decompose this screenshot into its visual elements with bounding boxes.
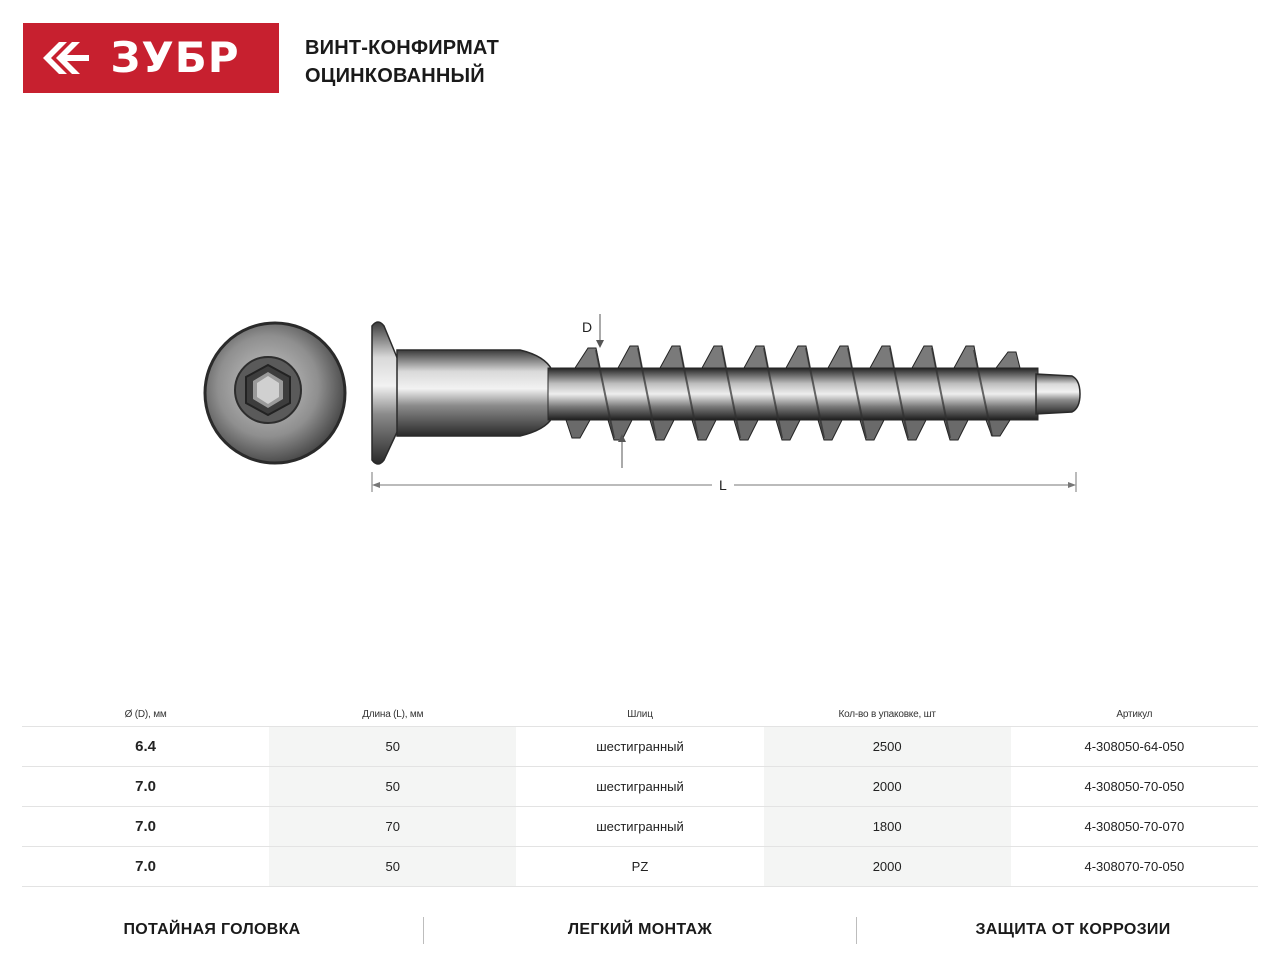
feature-divider bbox=[856, 917, 857, 944]
cell-length: 70 bbox=[269, 806, 516, 846]
cell-article: 4-308050-70-050 bbox=[1011, 766, 1258, 806]
product-illustration bbox=[0, 300, 1280, 520]
cell-slot: PZ bbox=[516, 846, 763, 886]
cell-quantity: 2500 bbox=[764, 726, 1011, 766]
cell-length: 50 bbox=[269, 726, 516, 766]
cell-diameter: 7.0 bbox=[22, 806, 269, 846]
feature-countersunk-head: ПОТАЙНАЯ ГОЛОВКА bbox=[123, 921, 301, 938]
feature-divider bbox=[423, 917, 424, 944]
dimension-l-label: L bbox=[719, 477, 727, 493]
brand-logo bbox=[23, 23, 279, 93]
feature-strip bbox=[0, 912, 1280, 948]
header-article: Артикул bbox=[1011, 704, 1258, 726]
cell-article: 4-308050-70-070 bbox=[1011, 806, 1258, 846]
cell-article: 4-308070-70-050 bbox=[1011, 846, 1258, 886]
cell-diameter: 7.0 bbox=[22, 766, 269, 806]
cell-length: 50 bbox=[269, 846, 516, 886]
table-row bbox=[22, 766, 1258, 806]
cell-quantity: 2000 bbox=[764, 846, 1011, 886]
page-title bbox=[305, 34, 705, 90]
spec-table bbox=[22, 704, 1258, 887]
cell-slot: шестигранный bbox=[516, 766, 763, 806]
title-line-2: ОЦИНКОВАННЫЙ bbox=[305, 65, 485, 87]
cell-article: 4-308050-64-050 bbox=[1011, 726, 1258, 766]
cell-quantity: 2000 bbox=[764, 766, 1011, 806]
header-slot: Шлиц bbox=[516, 704, 763, 726]
cell-diameter: 7.0 bbox=[22, 846, 269, 886]
feature-corrosion-protection: ЗАЩИТА ОТ КОРРОЗИИ bbox=[975, 921, 1171, 938]
screw-side-view bbox=[372, 322, 1080, 464]
table-header-row bbox=[22, 704, 1258, 726]
header-length: Длина (L), мм bbox=[269, 704, 516, 726]
cell-slot: шестигранный bbox=[516, 726, 763, 766]
feature-easy-install: ЛЕГКИЙ МОНТАЖ bbox=[567, 921, 713, 938]
dimension-d-label: D bbox=[582, 319, 593, 335]
screw-head-top-view bbox=[205, 323, 345, 463]
logo-wordmark: ЗУБР bbox=[110, 33, 240, 82]
cell-quantity: 1800 bbox=[764, 806, 1011, 846]
dimension-l bbox=[372, 472, 1076, 493]
table-row bbox=[22, 726, 1258, 766]
cell-diameter: 6.4 bbox=[22, 726, 269, 766]
table-row bbox=[22, 806, 1258, 846]
title-line-1: ВИНТ-КОНФИРМАТ bbox=[305, 37, 499, 59]
header-quantity: Кол-во в упаковке, шт bbox=[764, 704, 1011, 726]
table-row bbox=[22, 846, 1258, 886]
header-diameter: Ø (D), мм bbox=[22, 704, 269, 726]
cell-length: 50 bbox=[269, 766, 516, 806]
cell-slot: шестигранный bbox=[516, 806, 763, 846]
